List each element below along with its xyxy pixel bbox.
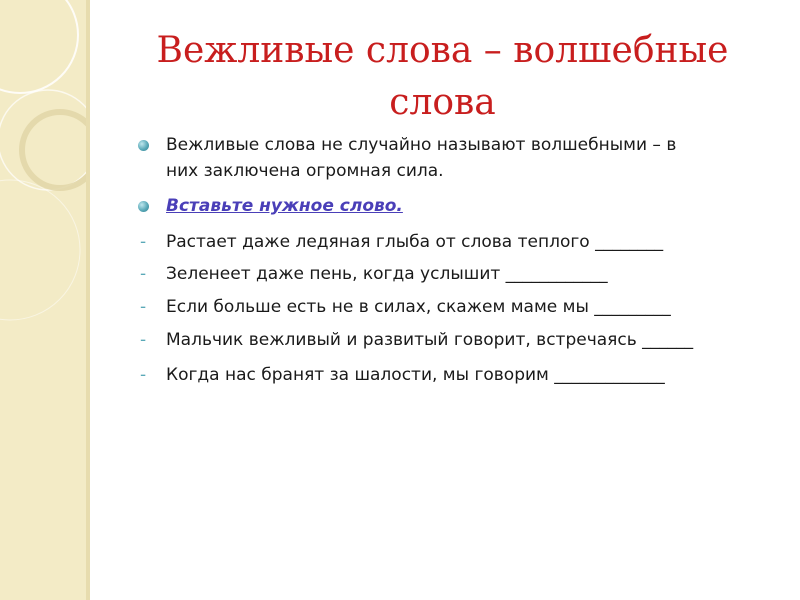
dash-marker: - [140,232,147,252]
dash-marker: - [140,264,147,284]
list-item: Мальчик вежливый и развитый говорит, встречаясь ______ [166,330,694,350]
decorative-circles-icon [0,0,86,600]
dash-marker: - [140,297,147,317]
bullet-dot-icon [138,201,149,212]
intro-line-1: Вежливые слова не случайно называют волшебными – в [166,135,677,155]
bullet-dot-icon [138,140,149,151]
band-edge-divider [86,0,90,600]
page-title-line-1: Вежливые слова – волшебные [156,30,729,71]
task-instruction: Вставьте нужное слово. [166,196,403,216]
list-item: Растает даже ледяная глыба от слова теплого ________ [166,232,664,252]
decorative-side-band [0,0,86,600]
dash-marker: - [140,330,147,350]
list-item: Зеленеет даже пень, когда услышит ____________ [166,264,608,284]
page-title-line-2: слова [389,82,496,123]
intro-line-2: них заключена огромная сила. [166,161,444,181]
list-item: Если больше есть не в силах, скажем маме мы _________ [166,297,671,317]
dash-marker: - [140,365,147,385]
list-item: Когда нас бранят за шалости, мы говорим _____________ [166,365,665,385]
